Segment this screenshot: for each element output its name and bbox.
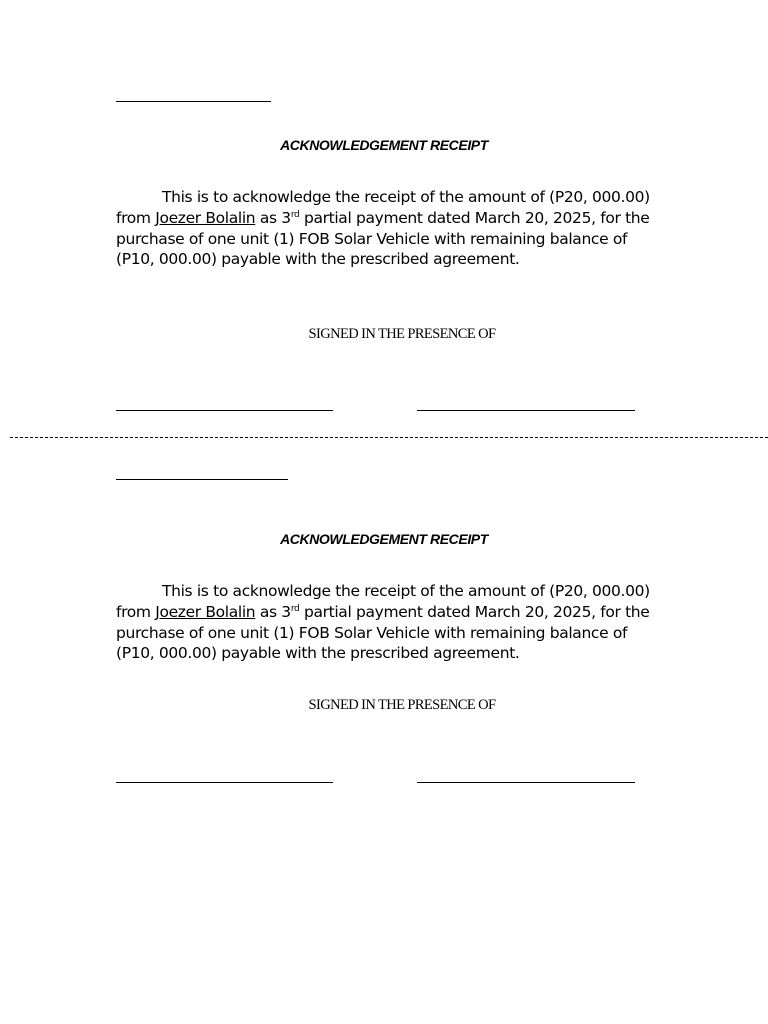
body-line-4: (P10, 000.00) payable with the prescribed agreement. [116, 250, 520, 269]
body-line-2-end: partial payment dated March 20, 2025, for the [299, 208, 650, 227]
body-line-1: This is to acknowledge the receipt of the amount of (P20, 000.00) [162, 188, 650, 206]
receipt-body [116, 581, 676, 664]
date-line [116, 101, 271, 102]
witness-signature-line-left [116, 782, 333, 783]
body-line-2-mid: as 3 [255, 602, 291, 621]
signed-presence-label: SIGNED IN THE PRESENCE OF [308, 326, 496, 342]
cut-line [10, 437, 768, 438]
body-line-1: This is to acknowledge the receipt of the amount of (P20, 000.00) [162, 582, 650, 600]
signed-presence-label: SIGNED IN THE PRESENCE OF [308, 697, 496, 713]
payer-name: Joezer Bolalin [155, 208, 256, 227]
receipt-title: ACKNOWLEDGEMENT RECEIPT [280, 531, 488, 547]
body-line-3: purchase of one unit (1) FOB Solar Vehicle with remaining balance of [116, 229, 628, 248]
body-line-2-mid: as 3 [255, 208, 291, 227]
body-line-4: (P10, 000.00) payable with the prescribed agreement. [116, 644, 520, 663]
receipt-title: ACKNOWLEDGEMENT RECEIPT [280, 137, 488, 153]
ordinal-suffix: rd [290, 603, 300, 614]
body-line-2-start: from [116, 602, 156, 621]
ordinal-suffix: rd [290, 209, 300, 220]
body-line-3: purchase of one unit (1) FOB Solar Vehicle with remaining balance of [116, 623, 628, 642]
body-line-2-end: partial payment dated March 20, 2025, for the [299, 602, 650, 621]
witness-signature-line-right [417, 410, 635, 411]
witness-signature-line-right [417, 782, 635, 783]
witness-signature-line-left [116, 410, 333, 411]
receipt-body [116, 187, 676, 270]
date-line [116, 479, 288, 480]
body-line-2-start: from [116, 208, 156, 227]
payer-name: Joezer Bolalin [155, 602, 256, 621]
